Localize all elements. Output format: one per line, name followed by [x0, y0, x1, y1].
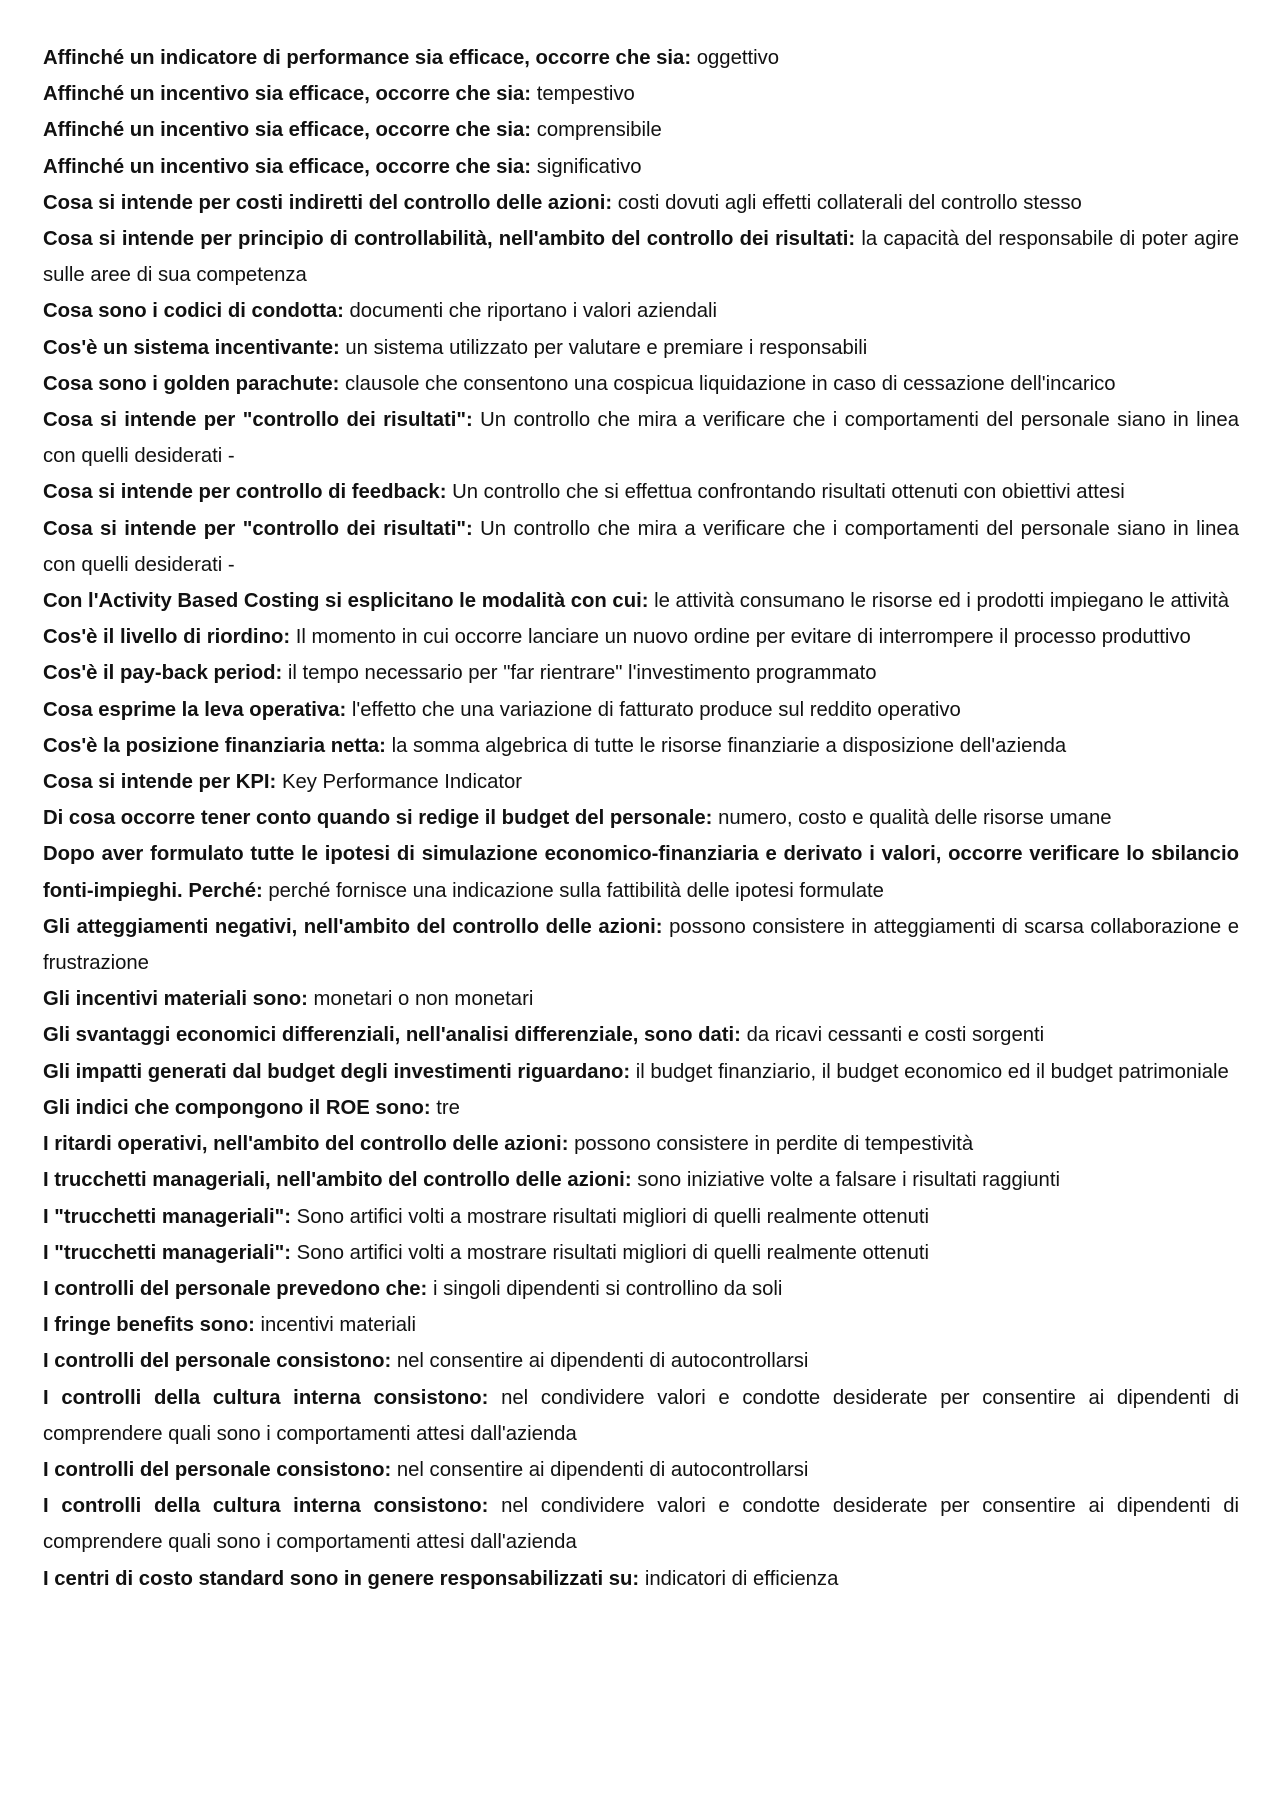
question: Affinché un indicatore di performance sia efficace, occorre che sia: [43, 47, 692, 69]
question: Affinché un incentivo sia efficace, occorre che sia: [43, 119, 532, 142]
answer: l'effetto che una variazione di fatturato produce sul reddito operativo [351, 698, 961, 721]
question: Gli indici che compongono il ROE sono: [43, 1096, 431, 1119]
answer: incentivi materiali [260, 1314, 417, 1337]
question: Cos'è un sistema incentivante: [43, 336, 340, 359]
question: Cos'è la posizione finanziaria netta: [43, 734, 386, 757]
question: Cosa si intende per "controllo dei risultati": [43, 409, 473, 432]
answer: da ricavi cessanti e costi sorgenti [746, 1024, 1045, 1047]
answer: il tempo necessario per "far rientrare" l'investimento programmato [287, 662, 877, 685]
qa-entry [43, 112, 1239, 148]
question: Gli atteggiamenti negativi, nell'ambito del controllo delle azioni: [43, 915, 663, 938]
answer: monetari o non monetari [313, 988, 534, 1011]
question: I fringe benefits sono: [43, 1314, 255, 1337]
question: Cosa si intende per principio di controllabilità, nell'ambito del controllo dei risultati: [43, 228, 856, 251]
question: Cosa si intende per costi indiretti del controllo delle azioni: [43, 191, 613, 214]
question: Cosa si intende per "controllo dei risultati": [43, 517, 473, 540]
answer: nel condividere valori e condotte desiderate per consentire ai dipendenti di comprendere quali sono i comportamenti attesi dall'azienda [43, 1495, 1239, 1554]
answer: il budget finanziario, il budget economico ed il budget patrimoniale [635, 1060, 1229, 1083]
answer: costi dovuti agli effetti collaterali del controllo stesso [617, 191, 1082, 214]
qa-entry [43, 1017, 1239, 1053]
qa-entry [43, 76, 1239, 112]
question: Di cosa occorre tener conto quando si redige il budget del personale: [43, 807, 713, 830]
qa-entry [43, 1271, 1239, 1307]
question: Cosa si intende per controllo di feedback: [43, 481, 447, 504]
question: Gli svantaggi economici differenziali, nell'analisi differenziale, sono dati: [43, 1024, 741, 1047]
answer: nel condividere valori e condotte desiderate per consentire ai dipendenti di comprendere quali sono i comportamenti attesi dall'azienda [43, 1386, 1239, 1445]
question: Affinché un incentivo sia efficace, occorre che sia: [43, 83, 532, 106]
answer: tre [436, 1096, 460, 1119]
answer: clausole che consentono una cospicua liquidazione in caso di cessazione dell'incarico [345, 372, 1116, 395]
qa-entry [43, 1199, 1239, 1235]
answer: documenti che riportano i valori aziendali [349, 300, 718, 323]
answer: possono consistere in perdite di tempestività [574, 1133, 974, 1156]
question: I "trucchetti manageriali": [43, 1241, 292, 1264]
question: Cosa si intende per KPI: [43, 771, 277, 794]
answer: nel consentire ai dipendenti di autocontrollarsi [396, 1458, 809, 1481]
qa-entry [43, 764, 1239, 800]
question: Dopo aver formulato tutte le ipotesi di simulazione economico-finanziaria e derivato i valori, occorre verificare lo sbilancio fonti-impieghi. Perché: [43, 843, 1239, 902]
answer: nel consentire ai dipendenti di autocontrollarsi [396, 1350, 809, 1373]
answer: un sistema utilizzato per valutare e premiare i responsabili [345, 336, 868, 359]
qa-entry [43, 474, 1239, 510]
answer: possono consistere in atteggiamenti di scarsa collaborazione e frustrazione [43, 915, 1240, 975]
qa-entry [43, 149, 1239, 185]
question: Con l'Activity Based Costing si esplicitano le modalità con cui: [43, 590, 649, 613]
answer: le attività consumano le risorse ed i prodotti impiegano le attività [654, 590, 1230, 613]
answer: sono iniziative volte a falsare i risultati raggiunti [637, 1169, 1060, 1192]
answer: la capacità del responsabile di poter agire sulle aree di sua competenza [43, 228, 1240, 287]
answer: perché fornisce una indicazione sulla fattibilità delle ipotesi formulate [268, 879, 884, 902]
qa-entry [43, 836, 1239, 908]
qa-entry [43, 185, 1239, 221]
qa-entry [43, 655, 1239, 691]
question: I controlli della cultura interna consistono: [43, 1495, 489, 1518]
answer: Sono artifici volti a mostrare risultati migliori di quelli realmente ottenuti [296, 1241, 930, 1264]
qa-entry [43, 1126, 1239, 1162]
question: I controlli del personale prevedono che: [43, 1277, 428, 1300]
answer: Il momento in cui occorre lanciare un nuovo ordine per evitare di interrompere il processo produttivo [295, 626, 1191, 649]
qa-entry [43, 981, 1239, 1017]
answer: significativo [536, 155, 642, 178]
answer: oggettivo [696, 47, 780, 69]
qa-entry [43, 1452, 1239, 1488]
document-page [43, 40, 1239, 1597]
question: I controlli della cultura interna consistono: [43, 1386, 489, 1409]
qa-entry [43, 402, 1239, 474]
question: I ritardi operativi, nell'ambito del controllo delle azioni: [43, 1133, 569, 1156]
qa-entry [43, 583, 1239, 619]
qa-entry [43, 293, 1239, 329]
qa-entry [43, 728, 1239, 764]
qa-entry [43, 1488, 1239, 1560]
qa-entry [43, 330, 1239, 366]
qa-entry [43, 1380, 1239, 1452]
answer: Key Performance Indicator [281, 771, 523, 794]
question: I controlli del personale consistono: [43, 1458, 392, 1481]
question: I controlli del personale consistono: [43, 1350, 392, 1373]
answer: Sono artifici volti a mostrare risultati migliori di quelli realmente ottenuti [296, 1205, 930, 1228]
question: Cosa esprime la leva operativa: [43, 698, 347, 721]
question: Gli incentivi materiali sono: [43, 988, 308, 1011]
answer: i singoli dipendenti si controllino da soli [432, 1277, 783, 1300]
question: Cos'è il livello di riordino: [43, 626, 291, 649]
qa-entry [43, 511, 1239, 583]
question: Gli impatti generati dal budget degli investimenti riguardano: [43, 1060, 631, 1083]
qa-entry [43, 692, 1239, 728]
answer: Un controllo che si effettua confrontando risultati ottenuti con obiettivi attesi [452, 481, 1125, 504]
answer: la somma algebrica di tutte le risorse finanziarie a disposizione dell'azienda [391, 734, 1067, 757]
question: I trucchetti manageriali, nell'ambito del controllo delle azioni: [43, 1169, 632, 1192]
qa-entry [43, 1162, 1239, 1198]
answer: indicatori di efficienza [644, 1567, 839, 1590]
question: Affinché un incentivo sia efficace, occorre che sia: [43, 155, 532, 178]
question: I centri di costo standard sono in genere responsabilizzati su: [43, 1567, 640, 1590]
qa-entry [43, 40, 1239, 76]
question: Cosa sono i golden parachute: [43, 372, 340, 395]
qa-entry [43, 221, 1239, 293]
answer: numero, costo e qualità delle risorse umane [718, 807, 1112, 830]
question: Cosa sono i codici di condotta: [43, 300, 344, 323]
qa-entry [43, 1090, 1239, 1126]
qa-entry [43, 909, 1239, 981]
question: I "trucchetti manageriali": [43, 1205, 292, 1228]
qa-entry [43, 800, 1239, 836]
qa-entry [43, 619, 1239, 655]
question: Cos'è il pay-back period: [43, 662, 283, 685]
qa-entry [43, 366, 1239, 402]
qa-entry [43, 1054, 1239, 1090]
answer: tempestivo [536, 83, 635, 106]
qa-entry [43, 1343, 1239, 1379]
answer: Un controllo che mira a verificare che i comportamenti del personale siano in linea con quelli desiderati - [43, 409, 1239, 468]
qa-entry [43, 1235, 1239, 1271]
qa-entry [43, 1307, 1239, 1343]
answer: Un controllo che mira a verificare che i comportamenti del personale siano in linea con quelli desiderati - [43, 517, 1239, 576]
qa-entry [43, 1561, 1239, 1597]
answer: comprensibile [536, 119, 662, 142]
